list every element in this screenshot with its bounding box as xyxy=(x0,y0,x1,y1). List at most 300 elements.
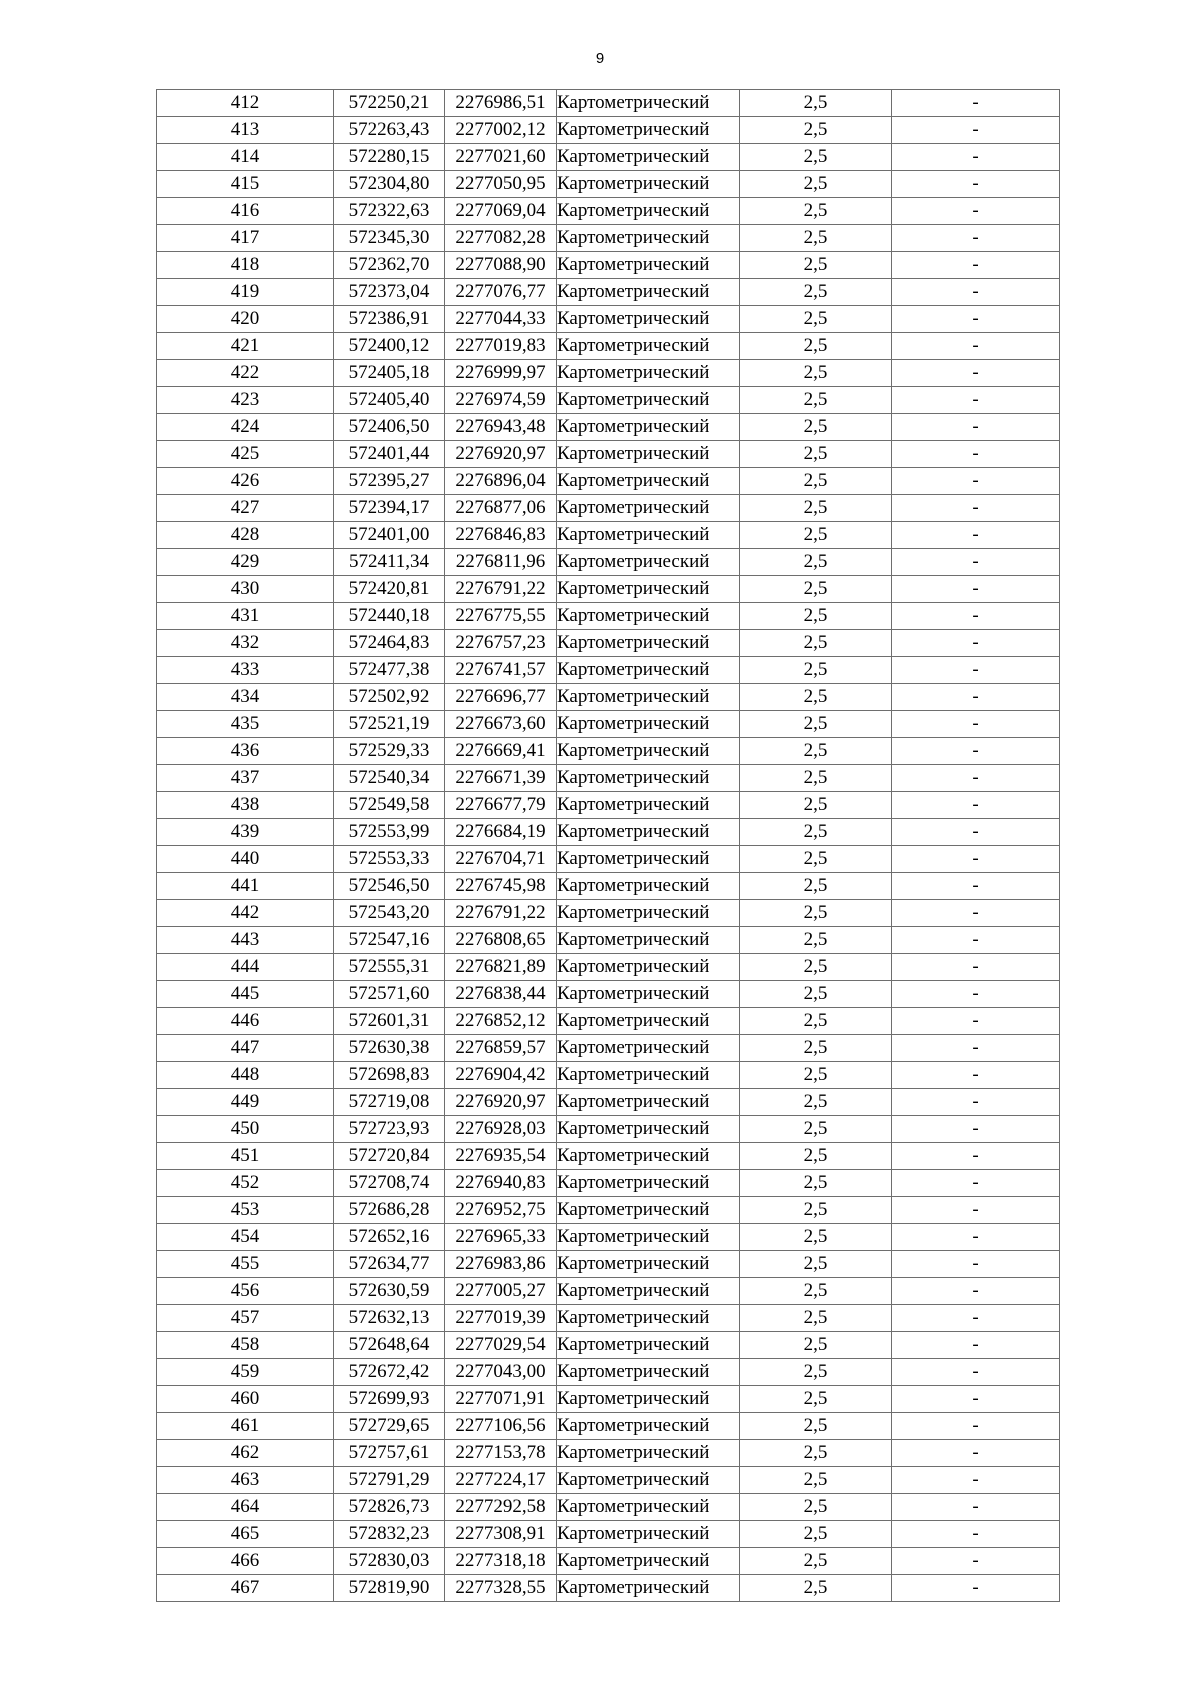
x-coordinate-cell: 572406,50 xyxy=(334,414,445,441)
x-coordinate-cell: 572549,58 xyxy=(334,792,445,819)
y-coordinate-cell: 2276920,97 xyxy=(445,441,557,468)
coordinates-table-body xyxy=(157,90,1060,1602)
table-row xyxy=(157,1089,1060,1116)
note-cell: - xyxy=(892,1170,1060,1197)
accuracy-cell: 2,5 xyxy=(740,1224,892,1251)
note-cell: - xyxy=(892,1440,1060,1467)
table-row xyxy=(157,306,1060,333)
table-row xyxy=(157,252,1060,279)
y-coordinate-cell: 2277044,33 xyxy=(445,306,557,333)
accuracy-cell: 2,5 xyxy=(740,846,892,873)
note-cell: - xyxy=(892,306,1060,333)
table-row xyxy=(157,927,1060,954)
note-cell: - xyxy=(892,1089,1060,1116)
y-coordinate-cell: 2276943,48 xyxy=(445,414,557,441)
y-coordinate-cell: 2276974,59 xyxy=(445,387,557,414)
method-cell: Картометрический xyxy=(557,549,740,576)
note-cell: - xyxy=(892,1143,1060,1170)
x-coordinate-cell: 572345,30 xyxy=(334,225,445,252)
accuracy-cell: 2,5 xyxy=(740,1197,892,1224)
method-cell: Картометрический xyxy=(557,576,740,603)
accuracy-cell: 2,5 xyxy=(740,522,892,549)
accuracy-cell: 2,5 xyxy=(740,1143,892,1170)
note-cell: - xyxy=(892,792,1060,819)
accuracy-cell: 2,5 xyxy=(740,1575,892,1602)
note-cell: - xyxy=(892,765,1060,792)
y-coordinate-cell: 2276935,54 xyxy=(445,1143,557,1170)
method-cell: Картометрический xyxy=(557,333,740,360)
point-number-cell: 445 xyxy=(157,981,334,1008)
x-coordinate-cell: 572250,21 xyxy=(334,90,445,117)
x-coordinate-cell: 572411,34 xyxy=(334,549,445,576)
method-cell: Картометрический xyxy=(557,981,740,1008)
point-number-cell: 427 xyxy=(157,495,334,522)
x-coordinate-cell: 572401,00 xyxy=(334,522,445,549)
x-coordinate-cell: 572723,93 xyxy=(334,1116,445,1143)
accuracy-cell: 2,5 xyxy=(740,819,892,846)
x-coordinate-cell: 572440,18 xyxy=(334,603,445,630)
x-coordinate-cell: 572373,04 xyxy=(334,279,445,306)
point-number-cell: 440 xyxy=(157,846,334,873)
y-coordinate-cell: 2277069,04 xyxy=(445,198,557,225)
accuracy-cell: 2,5 xyxy=(740,306,892,333)
accuracy-cell: 2,5 xyxy=(740,414,892,441)
point-number-cell: 459 xyxy=(157,1359,334,1386)
x-coordinate-cell: 572832,23 xyxy=(334,1521,445,1548)
note-cell: - xyxy=(892,441,1060,468)
x-coordinate-cell: 572540,34 xyxy=(334,765,445,792)
note-cell: - xyxy=(892,1062,1060,1089)
accuracy-cell: 2,5 xyxy=(740,144,892,171)
x-coordinate-cell: 572830,03 xyxy=(334,1548,445,1575)
method-cell: Картометрический xyxy=(557,630,740,657)
y-coordinate-cell: 2276811,96 xyxy=(445,549,557,576)
y-coordinate-cell: 2277029,54 xyxy=(445,1332,557,1359)
point-number-cell: 439 xyxy=(157,819,334,846)
point-number-cell: 415 xyxy=(157,171,334,198)
accuracy-cell: 2,5 xyxy=(740,1008,892,1035)
point-number-cell: 450 xyxy=(157,1116,334,1143)
note-cell: - xyxy=(892,1521,1060,1548)
y-coordinate-cell: 2276838,44 xyxy=(445,981,557,1008)
note-cell: - xyxy=(892,1359,1060,1386)
table-row xyxy=(157,819,1060,846)
accuracy-cell: 2,5 xyxy=(740,981,892,1008)
note-cell: - xyxy=(892,873,1060,900)
method-cell: Картометрический xyxy=(557,1116,740,1143)
method-cell: Картометрический xyxy=(557,522,740,549)
y-coordinate-cell: 2276669,41 xyxy=(445,738,557,765)
x-coordinate-cell: 572521,19 xyxy=(334,711,445,738)
point-number-cell: 431 xyxy=(157,603,334,630)
x-coordinate-cell: 572601,31 xyxy=(334,1008,445,1035)
y-coordinate-cell: 2277106,56 xyxy=(445,1413,557,1440)
table-row xyxy=(157,684,1060,711)
x-coordinate-cell: 572555,31 xyxy=(334,954,445,981)
accuracy-cell: 2,5 xyxy=(740,90,892,117)
point-number-cell: 456 xyxy=(157,1278,334,1305)
accuracy-cell: 2,5 xyxy=(740,630,892,657)
note-cell: - xyxy=(892,981,1060,1008)
point-number-cell: 426 xyxy=(157,468,334,495)
point-number-cell: 463 xyxy=(157,1467,334,1494)
method-cell: Картометрический xyxy=(557,279,740,306)
point-number-cell: 422 xyxy=(157,360,334,387)
table-row xyxy=(157,1575,1060,1602)
x-coordinate-cell: 572672,42 xyxy=(334,1359,445,1386)
note-cell: - xyxy=(892,684,1060,711)
accuracy-cell: 2,5 xyxy=(740,198,892,225)
method-cell: Картометрический xyxy=(557,414,740,441)
accuracy-cell: 2,5 xyxy=(740,900,892,927)
note-cell: - xyxy=(892,1224,1060,1251)
note-cell: - xyxy=(892,1116,1060,1143)
note-cell: - xyxy=(892,468,1060,495)
point-number-cell: 429 xyxy=(157,549,334,576)
y-coordinate-cell: 2277318,18 xyxy=(445,1548,557,1575)
accuracy-cell: 2,5 xyxy=(740,792,892,819)
method-cell: Картометрический xyxy=(557,90,740,117)
point-number-cell: 442 xyxy=(157,900,334,927)
method-cell: Картометрический xyxy=(557,819,740,846)
table-row xyxy=(157,414,1060,441)
accuracy-cell: 2,5 xyxy=(740,1035,892,1062)
accuracy-cell: 2,5 xyxy=(740,684,892,711)
accuracy-cell: 2,5 xyxy=(740,171,892,198)
method-cell: Картометрический xyxy=(557,252,740,279)
note-cell: - xyxy=(892,819,1060,846)
x-coordinate-cell: 572634,77 xyxy=(334,1251,445,1278)
point-number-cell: 435 xyxy=(157,711,334,738)
table-row xyxy=(157,738,1060,765)
y-coordinate-cell: 2276808,65 xyxy=(445,927,557,954)
accuracy-cell: 2,5 xyxy=(740,279,892,306)
table-row xyxy=(157,576,1060,603)
y-coordinate-cell: 2277224,17 xyxy=(445,1467,557,1494)
accuracy-cell: 2,5 xyxy=(740,387,892,414)
y-coordinate-cell: 2277019,39 xyxy=(445,1305,557,1332)
method-cell: Картометрический xyxy=(557,954,740,981)
y-coordinate-cell: 2277153,78 xyxy=(445,1440,557,1467)
point-number-cell: 417 xyxy=(157,225,334,252)
y-coordinate-cell: 2277043,00 xyxy=(445,1359,557,1386)
table-row xyxy=(157,954,1060,981)
x-coordinate-cell: 572720,84 xyxy=(334,1143,445,1170)
point-number-cell: 453 xyxy=(157,1197,334,1224)
table-row xyxy=(157,279,1060,306)
x-coordinate-cell: 572632,13 xyxy=(334,1305,445,1332)
table-row xyxy=(157,549,1060,576)
accuracy-cell: 2,5 xyxy=(740,576,892,603)
method-cell: Картометрический xyxy=(557,1359,740,1386)
point-number-cell: 451 xyxy=(157,1143,334,1170)
point-number-cell: 466 xyxy=(157,1548,334,1575)
point-number-cell: 418 xyxy=(157,252,334,279)
accuracy-cell: 2,5 xyxy=(740,117,892,144)
method-cell: Картометрический xyxy=(557,144,740,171)
y-coordinate-cell: 2276896,04 xyxy=(445,468,557,495)
method-cell: Картометрический xyxy=(557,1305,740,1332)
accuracy-cell: 2,5 xyxy=(740,1494,892,1521)
page-number: 9 xyxy=(595,50,605,67)
accuracy-cell: 2,5 xyxy=(740,333,892,360)
note-cell: - xyxy=(892,711,1060,738)
method-cell: Картометрический xyxy=(557,657,740,684)
table-row xyxy=(157,1359,1060,1386)
point-number-cell: 428 xyxy=(157,522,334,549)
accuracy-cell: 2,5 xyxy=(740,711,892,738)
table-row xyxy=(157,981,1060,1008)
accuracy-cell: 2,5 xyxy=(740,873,892,900)
table-row xyxy=(157,225,1060,252)
y-coordinate-cell: 2276745,98 xyxy=(445,873,557,900)
table-row xyxy=(157,144,1060,171)
method-cell: Картометрический xyxy=(557,1197,740,1224)
point-number-cell: 454 xyxy=(157,1224,334,1251)
point-number-cell: 436 xyxy=(157,738,334,765)
x-coordinate-cell: 572547,16 xyxy=(334,927,445,954)
y-coordinate-cell: 2276684,19 xyxy=(445,819,557,846)
method-cell: Картометрический xyxy=(557,441,740,468)
x-coordinate-cell: 572394,17 xyxy=(334,495,445,522)
method-cell: Картометрический xyxy=(557,1413,740,1440)
note-cell: - xyxy=(892,549,1060,576)
accuracy-cell: 2,5 xyxy=(740,1332,892,1359)
method-cell: Картометрический xyxy=(557,900,740,927)
method-cell: Картометрический xyxy=(557,1143,740,1170)
table-row xyxy=(157,468,1060,495)
note-cell: - xyxy=(892,1413,1060,1440)
point-number-cell: 416 xyxy=(157,198,334,225)
table-row xyxy=(157,1197,1060,1224)
table-row xyxy=(157,792,1060,819)
x-coordinate-cell: 572405,40 xyxy=(334,387,445,414)
table-row xyxy=(157,1413,1060,1440)
x-coordinate-cell: 572571,60 xyxy=(334,981,445,1008)
point-number-cell: 447 xyxy=(157,1035,334,1062)
accuracy-cell: 2,5 xyxy=(740,1278,892,1305)
accuracy-cell: 2,5 xyxy=(740,1170,892,1197)
table-row xyxy=(157,900,1060,927)
table-row xyxy=(157,1035,1060,1062)
note-cell: - xyxy=(892,1278,1060,1305)
y-coordinate-cell: 2276671,39 xyxy=(445,765,557,792)
note-cell: - xyxy=(892,603,1060,630)
method-cell: Картометрический xyxy=(557,684,740,711)
note-cell: - xyxy=(892,657,1060,684)
y-coordinate-cell: 2276952,75 xyxy=(445,1197,557,1224)
table-row xyxy=(157,630,1060,657)
x-coordinate-cell: 572546,50 xyxy=(334,873,445,900)
method-cell: Картометрический xyxy=(557,873,740,900)
x-coordinate-cell: 572395,27 xyxy=(334,468,445,495)
y-coordinate-cell: 2276940,83 xyxy=(445,1170,557,1197)
point-number-cell: 420 xyxy=(157,306,334,333)
point-number-cell: 434 xyxy=(157,684,334,711)
x-coordinate-cell: 572280,15 xyxy=(334,144,445,171)
point-number-cell: 448 xyxy=(157,1062,334,1089)
x-coordinate-cell: 572819,90 xyxy=(334,1575,445,1602)
note-cell: - xyxy=(892,387,1060,414)
method-cell: Картометрический xyxy=(557,738,740,765)
table-row xyxy=(157,1548,1060,1575)
table-row xyxy=(157,846,1060,873)
accuracy-cell: 2,5 xyxy=(740,927,892,954)
method-cell: Картометрический xyxy=(557,603,740,630)
y-coordinate-cell: 2276704,71 xyxy=(445,846,557,873)
x-coordinate-cell: 572708,74 xyxy=(334,1170,445,1197)
note-cell: - xyxy=(892,1008,1060,1035)
accuracy-cell: 2,5 xyxy=(740,1062,892,1089)
point-number-cell: 446 xyxy=(157,1008,334,1035)
y-coordinate-cell: 2277019,83 xyxy=(445,333,557,360)
table-row xyxy=(157,765,1060,792)
accuracy-cell: 2,5 xyxy=(740,1467,892,1494)
note-cell: - xyxy=(892,900,1060,927)
point-number-cell: 424 xyxy=(157,414,334,441)
method-cell: Картометрический xyxy=(557,1548,740,1575)
x-coordinate-cell: 572652,16 xyxy=(334,1224,445,1251)
coordinates-table xyxy=(156,89,1060,1602)
y-coordinate-cell: 2276696,77 xyxy=(445,684,557,711)
point-number-cell: 432 xyxy=(157,630,334,657)
method-cell: Картометрический xyxy=(557,1251,740,1278)
table-row xyxy=(157,1332,1060,1359)
note-cell: - xyxy=(892,198,1060,225)
method-cell: Картометрический xyxy=(557,1575,740,1602)
accuracy-cell: 2,5 xyxy=(740,1116,892,1143)
x-coordinate-cell: 572400,12 xyxy=(334,333,445,360)
note-cell: - xyxy=(892,738,1060,765)
x-coordinate-cell: 572322,63 xyxy=(334,198,445,225)
point-number-cell: 455 xyxy=(157,1251,334,1278)
method-cell: Картометрический xyxy=(557,1521,740,1548)
y-coordinate-cell: 2276775,55 xyxy=(445,603,557,630)
table-row xyxy=(157,90,1060,117)
method-cell: Картометрический xyxy=(557,1170,740,1197)
table-row xyxy=(157,1521,1060,1548)
note-cell: - xyxy=(892,630,1060,657)
accuracy-cell: 2,5 xyxy=(740,603,892,630)
x-coordinate-cell: 572719,08 xyxy=(334,1089,445,1116)
method-cell: Картометрический xyxy=(557,1494,740,1521)
y-coordinate-cell: 2276677,79 xyxy=(445,792,557,819)
x-coordinate-cell: 572553,33 xyxy=(334,846,445,873)
method-cell: Картометрический xyxy=(557,927,740,954)
note-cell: - xyxy=(892,1305,1060,1332)
x-coordinate-cell: 572791,29 xyxy=(334,1467,445,1494)
x-coordinate-cell: 572362,70 xyxy=(334,252,445,279)
point-number-cell: 438 xyxy=(157,792,334,819)
x-coordinate-cell: 572630,59 xyxy=(334,1278,445,1305)
accuracy-cell: 2,5 xyxy=(740,441,892,468)
x-coordinate-cell: 572543,20 xyxy=(334,900,445,927)
note-cell: - xyxy=(892,1197,1060,1224)
point-number-cell: 465 xyxy=(157,1521,334,1548)
x-coordinate-cell: 572686,28 xyxy=(334,1197,445,1224)
table-row xyxy=(157,1062,1060,1089)
note-cell: - xyxy=(892,279,1060,306)
x-coordinate-cell: 572553,99 xyxy=(334,819,445,846)
table-row xyxy=(157,711,1060,738)
y-coordinate-cell: 2276928,03 xyxy=(445,1116,557,1143)
note-cell: - xyxy=(892,90,1060,117)
note-cell: - xyxy=(892,117,1060,144)
table-row xyxy=(157,1278,1060,1305)
accuracy-cell: 2,5 xyxy=(740,549,892,576)
accuracy-cell: 2,5 xyxy=(740,1413,892,1440)
y-coordinate-cell: 2277328,55 xyxy=(445,1575,557,1602)
table-row xyxy=(157,1143,1060,1170)
note-cell: - xyxy=(892,1332,1060,1359)
note-cell: - xyxy=(892,846,1060,873)
method-cell: Картометрический xyxy=(557,1332,740,1359)
y-coordinate-cell: 2277050,95 xyxy=(445,171,557,198)
point-number-cell: 444 xyxy=(157,954,334,981)
note-cell: - xyxy=(892,333,1060,360)
point-number-cell: 458 xyxy=(157,1332,334,1359)
x-coordinate-cell: 572386,91 xyxy=(334,306,445,333)
note-cell: - xyxy=(892,1548,1060,1575)
note-cell: - xyxy=(892,144,1060,171)
note-cell: - xyxy=(892,1467,1060,1494)
y-coordinate-cell: 2276983,86 xyxy=(445,1251,557,1278)
y-coordinate-cell: 2277021,60 xyxy=(445,144,557,171)
x-coordinate-cell: 572502,92 xyxy=(334,684,445,711)
note-cell: - xyxy=(892,252,1060,279)
method-cell: Картометрический xyxy=(557,360,740,387)
table-row xyxy=(157,603,1060,630)
table-row xyxy=(157,1305,1060,1332)
point-number-cell: 443 xyxy=(157,927,334,954)
point-number-cell: 437 xyxy=(157,765,334,792)
table-row xyxy=(157,657,1060,684)
accuracy-cell: 2,5 xyxy=(740,1386,892,1413)
accuracy-cell: 2,5 xyxy=(740,468,892,495)
accuracy-cell: 2,5 xyxy=(740,1251,892,1278)
table-row xyxy=(157,1170,1060,1197)
y-coordinate-cell: 2276859,57 xyxy=(445,1035,557,1062)
table-row xyxy=(157,360,1060,387)
note-cell: - xyxy=(892,1386,1060,1413)
method-cell: Картометрический xyxy=(557,1089,740,1116)
y-coordinate-cell: 2277292,58 xyxy=(445,1494,557,1521)
method-cell: Картометрический xyxy=(557,1467,740,1494)
accuracy-cell: 2,5 xyxy=(740,738,892,765)
note-cell: - xyxy=(892,576,1060,603)
y-coordinate-cell: 2276791,22 xyxy=(445,576,557,603)
y-coordinate-cell: 2276877,06 xyxy=(445,495,557,522)
accuracy-cell: 2,5 xyxy=(740,954,892,981)
method-cell: Картометрический xyxy=(557,1035,740,1062)
point-number-cell: 430 xyxy=(157,576,334,603)
accuracy-cell: 2,5 xyxy=(740,252,892,279)
point-number-cell: 449 xyxy=(157,1089,334,1116)
point-number-cell: 452 xyxy=(157,1170,334,1197)
y-coordinate-cell: 2277071,91 xyxy=(445,1386,557,1413)
method-cell: Картометрический xyxy=(557,171,740,198)
method-cell: Картометрический xyxy=(557,1440,740,1467)
table-row xyxy=(157,198,1060,225)
method-cell: Картометрический xyxy=(557,225,740,252)
method-cell: Картометрический xyxy=(557,1008,740,1035)
table-row xyxy=(157,1008,1060,1035)
point-number-cell: 462 xyxy=(157,1440,334,1467)
point-number-cell: 460 xyxy=(157,1386,334,1413)
x-coordinate-cell: 572648,64 xyxy=(334,1332,445,1359)
point-number-cell: 441 xyxy=(157,873,334,900)
table-row xyxy=(157,333,1060,360)
